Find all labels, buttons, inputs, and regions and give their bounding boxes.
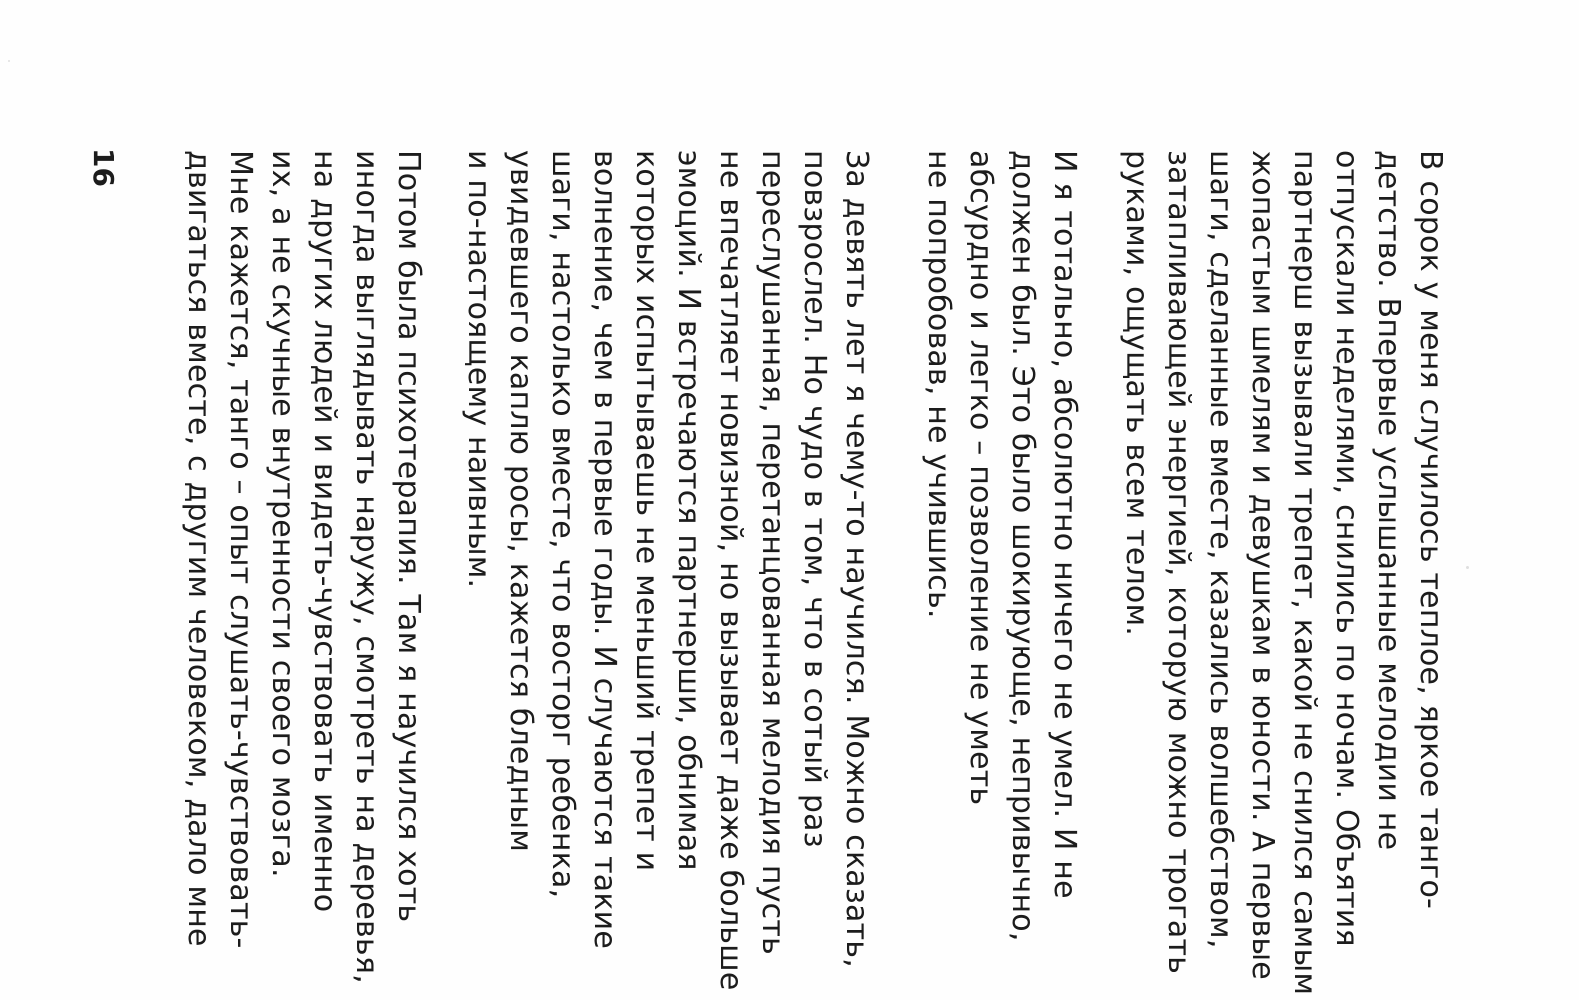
text-line: и по-настоящему наивным. (461, 150, 496, 589)
text-line: детство. Впервые услышанные мелодии не (1371, 150, 1406, 851)
text-line: руками, ощущать всем телом. (1119, 150, 1154, 637)
text-line: затапливающей энергией, которую можно трогать (1161, 150, 1196, 974)
text-line: переслушанная, перетанцованная мелодия пусть (755, 150, 790, 955)
text-line: иногда выглядывать наружу, смотреть на деревья, (349, 150, 384, 984)
scan-speck (1466, 566, 1469, 569)
text-line: партнерш вызывали трепет, какой не снился самым (1287, 150, 1322, 996)
text-line: жопастым шмелям и девушкам в юности. А первые (1245, 150, 1280, 980)
text-line: должен был. Это было шокирующе, непривычно, (1005, 150, 1040, 942)
text-line: двигаться вместе, с другим человеком, дало мне (181, 150, 216, 947)
text-line: За девять лет я чему-то научился. Можно сказать, (839, 150, 874, 968)
text-line: отпускали неделями, снились по ночам. Объятия (1329, 150, 1364, 947)
text-line: волнение, чем в первые годы. И случаются такие (587, 150, 622, 950)
text-line: не попробовав, не учившись. (921, 150, 956, 619)
text-line: которых испытываешь не меньший трепет и (629, 150, 664, 872)
text-line: В сорок у меня случилось теплое, яркое танго- (1413, 150, 1448, 910)
text-line: на других людей и видеть-чувствовать именно (307, 150, 342, 913)
page-number: 16 (87, 148, 120, 187)
text-line: шаги, настолько вместе, что восторг ребенка, (545, 150, 580, 899)
text-line: Мне кажется, танго – опыт слушать-чувствовать- (223, 150, 258, 949)
text-line: шаги, сделанные вместе, казались волшебством, (1203, 150, 1238, 949)
scan-speck (8, 60, 10, 62)
text-line: их, а не скучные внутренности своего мозга. (265, 150, 300, 878)
text-line: эмоций. И встречаются партнерши, обнимая (671, 150, 706, 871)
text-line: увидевшего каплю росы, кажется бледным (503, 150, 538, 853)
text-line: повзрослел. Но чудо в том, что в сотый раз (797, 150, 832, 848)
text-line: абсурдно и легко – позволение не уметь (963, 150, 998, 806)
text-line: Потом была психотерапия. Там я научился хоть (391, 150, 426, 923)
text-line: не впечатляет новизной, но вызывает даже больше (713, 150, 748, 991)
text-line: И я тотально, абсолютно ничего не умел. И не (1047, 150, 1082, 899)
